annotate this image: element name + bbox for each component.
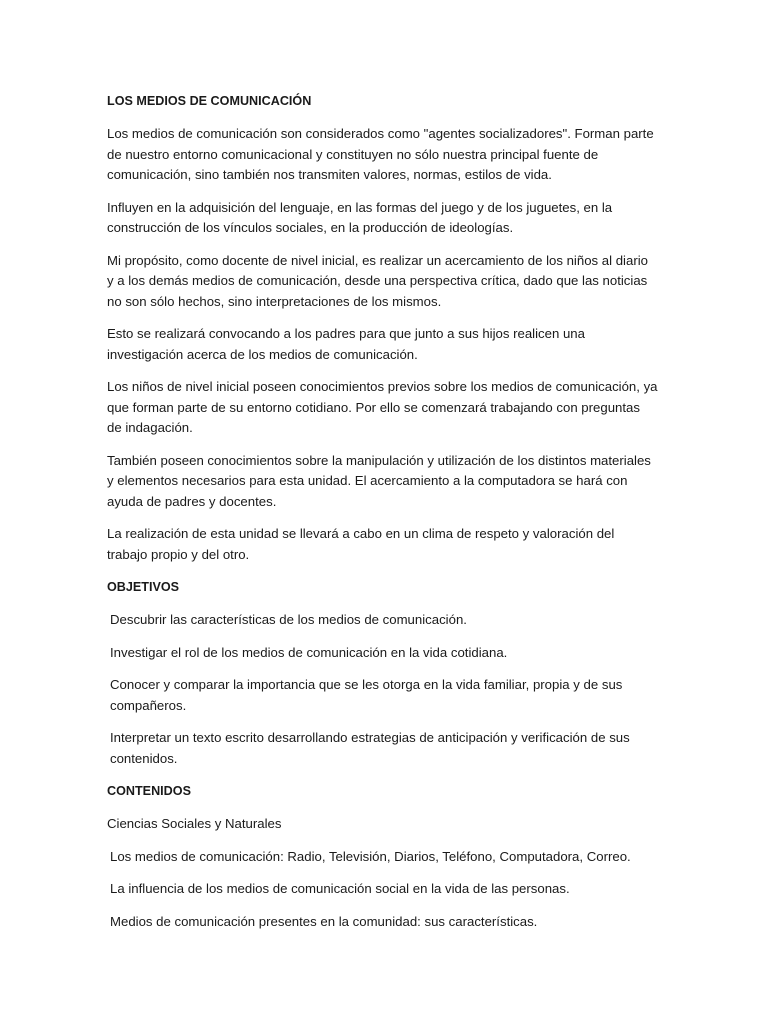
objetivo-item-3: Conocer y comparar la importancia que se les otorga en la vida familiar, propia y de sus compañeros. xyxy=(110,677,623,713)
objetivo-item-2: Investigar el rol de los medios de comunicación en la vida cotidiana. xyxy=(110,644,508,660)
contenidos-subheading: Ciencias Sociales y Naturales xyxy=(107,816,282,831)
intro-paragraph-4: Esto se realizará convocando a los padres para que junto a sus hijos realicen una investigación acerca de los medios de comunicación. xyxy=(107,326,585,362)
objetivo-item-1: Descubrir las características de los medios de comunicación. xyxy=(110,612,467,627)
contenidos-heading: CONTENIDOS xyxy=(107,784,191,798)
intro-paragraph-1: Los medios de comunicación son considerados como "agentes socializadores". Forman parte de nuestro entorno comunicacional y constituyen no sólo nuestra principal fuente de comunicación, sino también nos transmiten valores, normas, estilos de vida. xyxy=(107,126,654,182)
intro-paragraph-3: Mi propósito, como docente de nivel inicial, es realizar un acercamiento de los niños al diario y a los demás medios de comunicación, desde una perspectiva crítica, dado que las noticias no son sólo hechos, sino interpretaciones de los mismos. xyxy=(107,252,648,309)
intro-paragraph-5: Los niños de nivel inicial poseen conocimientos previos sobre los medios de comunicación, ya que forman parte de su entorno cotidiano. Por ello se comenzará trabajando con preguntas de indagación. xyxy=(107,379,658,435)
intro-paragraph-2: Influyen en la adquisición del lenguaje, en las formas del juego y de los juguetes, en la construcción de los vínculos sociales, en la producción de ideologías. xyxy=(107,199,613,235)
contenido-item-3: Medios de comunicación presentes en la comunidad: sus características. xyxy=(110,913,538,929)
contenido-item-1: Los medios de comunicación: Radio, Televisión, Diarios, Teléfono, Computadora, Correo. xyxy=(110,848,631,864)
intro-paragraph-6: También poseen conocimientos sobre la manipulación y utilización de los distintos materiales y elementos necesarios para esta unidad. El acercamiento a la computadora se hará con ayuda de padres y docentes. xyxy=(107,452,651,509)
objetivos-heading: OBJETIVOS xyxy=(107,580,180,594)
objetivo-item-4: Interpretar un texto escrito desarrollando estrategias de anticipación y verificación de sus contenidos. xyxy=(110,730,630,766)
document-title: LOS MEDIOS DE COMUNICACIÓN xyxy=(107,94,312,108)
contenido-item-2: La influencia de los medios de comunicación social en la vida de las personas. xyxy=(110,881,570,896)
intro-paragraph-7: La realización de esta unidad se llevará a cabo en un clima de respeto y valoración del trabajo propio y del otro. xyxy=(107,526,615,562)
